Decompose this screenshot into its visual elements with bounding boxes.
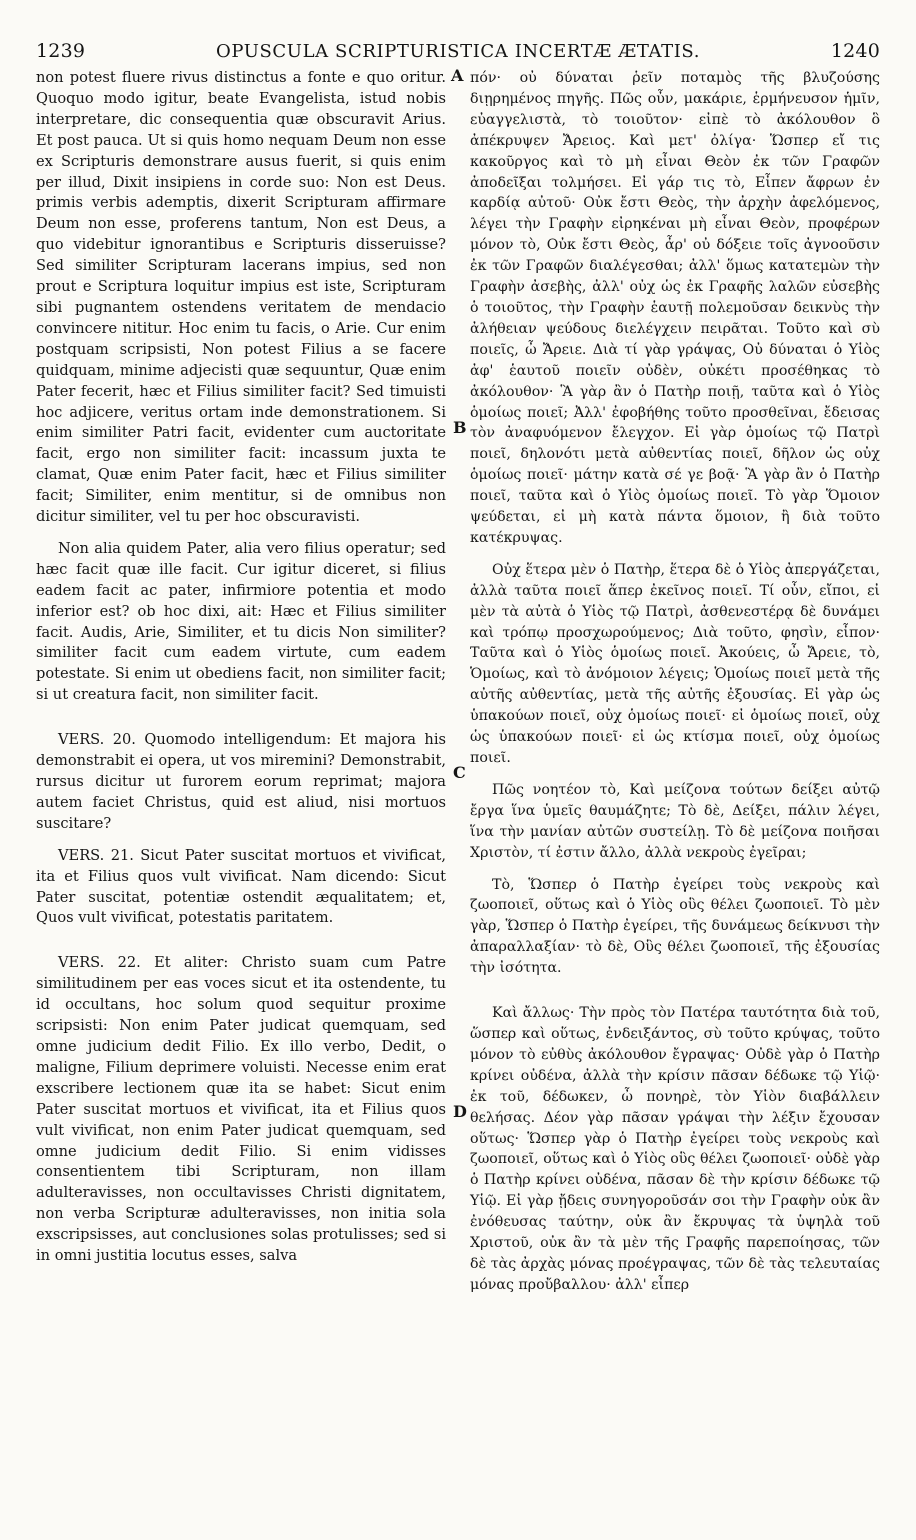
latin-paragraph-2: Non alia quidem Pater, alia vero filius operatur; sed hæc facit quæ ille facit. Cur igitur diceret, si filius eadem facit ac pater, infirmiore potentia et modo inferior est? ob hoc dixi, ait: Hæc et Filius similiter facit. Audis, Arie, Similiter, et tu dicis Non similiter? similiter facit cum eadem virtute, cum eadem potestate. Si enim ut obediens facit, non similiter facit; si ut creatura facit, non similiter facit. [36, 539, 446, 704]
latin-verse-21: VERS. 21. Sicut Pater suscitat mortuos et vivificat, ita et Filius quos vult vivificat. Nam dicendo: Sicut Pater suscitat, potentiæ ostendit æqualitatem; et, Quos vult vivificat, potestatis paritatem. [36, 846, 446, 927]
running-title: OPUSCULA SCRIPTURISTICA INCERTÆ ÆTATIS. [215, 40, 701, 62]
greek-verse-22: Καὶ ἄλλως· Τὴν πρὸς τὸν Πατέρα ταυτότητα διὰ τοῦ, ὥσπερ καὶ οὕτως, ἐνδειξάντος, σὺ τοῦτο κρύψας, τοῦτο μόνον τὸ εὐθὺς ἀκόλουθον ἔγραψας· Οὐδὲ γὰρ ὁ Πατὴρ κρίνει οὐδένα, ἀλλὰ τὴν κρίσιν πᾶσαν δέδωκε τῷ Υἱῷ· ἐκ τοῦ, δέδωκεν, ὦ πονηρὲ, τὸν Υἱὸν διαβάλλειν θελήσας. Δέον γὰρ πᾶσαν γράψαι τὴν λέξιν ἔχουσαν οὕτως· Ὥσπερ γὰρ ὁ Πατὴρ ἐγείρει τοὺς νεκροὺς καὶ ζωοποιεῖ, οὕτως καὶ ὁ Υἱὸς οὓς θέλει ζωοποιεῖ· οὐδὲ γὰρ ὁ Πατὴρ κρίνει οὐδένα, πᾶσαν δὲ τὴν κρίσιν δέδωκε τῷ Υἱῷ. Εἰ γὰρ ᾔδεις συνηγοροῦσάν σοι τὴν Γραφὴν οὐκ ἂν ἐνόθευσας ταύτην, οὐκ ἂν ἔκρυψας τὰ ὑψηλὰ τοῦ Χριστοῦ, οὐκ ἂν τὰ μὲν τῆς Γραφῆς παρεποίησας, τῶν δὲ τὰς ἀρχὰς μόνας προέγραψας, τῶν δὲ τὰς τελευταίας μόνας προὔβαλλου· ἀλλ' εἶπερ [470, 1005, 880, 1293]
section-marker-c: C [453, 763, 466, 782]
latin-verse-22: VERS. 22. Et aliter: Christo suam cum Patre similitudinem per eas voces sicut et ita ostendente, tu id occultans, hoc solum quod sequitur proxime scripsisti: Non enim Pater judicat quemquam, sed omne judicium dedit Filio. Ex illo verbo, Dedit, o maligne, Filium deprimere voluisti. Necesse enim erat exscribere lectionem quæ ita se habet: Sicut enim Pater suscitat mortuos et vivificat, ita et Filius quos vult vivificat, non enim Pater judicat quemquam, sed omne judicium dedit Filio. Si enim vidisses consentientem tibi Scripturam, non illam adulteravisses, non occultavisses Christi dignitatem, non verba Scripturæ adulteravisses, non initia sola exscripsisses, aut conclusiones solas protulisses; sed si in omni justitia locutus esses, salva [36, 954, 446, 1265]
greek-column [470, 68, 880, 1307]
latin-column [36, 68, 446, 1278]
section-marker-b: B [453, 418, 467, 437]
section-marker-d: D [453, 1102, 467, 1121]
greek-verse-21: Τὸ, Ὥσπερ ὁ Πατὴρ ἐγείρει τοὺς νεκροὺς καὶ ζωοποιεῖ, οὕτως καὶ ὁ Υἱὸς οὓς θέλει ζωοποιεῖ. Τὸ μὲν γὰρ, Ὥσπερ ὁ Πατὴρ ἐγείρει, τῆς δυνάμεως δείκνυσι τὴν ἀπαραλλαξίαν· τὸ δὲ, Οὓς θέλει ζωοποιεῖ, τῆς ἐξουσίας τὴν ἰσότητα. [470, 876, 880, 977]
greek-paragraph-2: Οὐχ ἕτερα μὲν ὁ Πατὴρ, ἕτερα δὲ ὁ Υἱὸς ἀπεργάζεται, ἀλλὰ ταῦτα ποιεῖ ἅπερ ἐκεῖνος ποιεῖ. Τί οὖν, εἴποι, εἰ μὲν τὰ αὐτὰ ὁ Υἱὸς τῷ Πατρὶ, ἀσθενεστέρᾳ δὲ δυνάμει καὶ τρόπῳ προσχωρούμενος; Διὰ τοῦτο, φησὶν, εἶπον· Ταῦτα καὶ ὁ Υἱὸς ὁμοίως ποιεῖ. Ἀκούεις, ὦ Ἄρειε, τὸ, Ὁμοίως, καὶ τὸ ἀνόμοιον λέγεις; Ὁμοίως ποιεῖ μετὰ τῆς αὐτῆς αὐθεντίας, μετὰ τῆς αὐτῆς ἐξουσίας. Εἰ γὰρ ὡς ὑπακούων ποιεῖ, οὐχ ὁμοίως ποιεῖ· εἰ ὁμοίως ποιεῖ, οὐχ ὡς ὑπακούων ποιεῖ· εἰ ὡς κτίσμα ποιεῖ, οὐχ ὁμοίως ποιεῖ. [470, 561, 880, 766]
left-page-number: 1239 [36, 40, 86, 62]
latin-verse-20: VERS. 20. Quomodo intelligendum: Et majora his demonstrabit ei opera, ut vos miremini? Demonstrabit, rursus dicitur ut furorem eorum reprimat; majora autem faciet Christus, quid est aliud, nisi mortuos suscitare? [36, 731, 446, 832]
section-marker-a: A [451, 66, 464, 85]
latin-paragraph-1: non potest fluere rivus distinctus a fonte e quo oritur. Quoquo modo igitur, beate Evangelista, istud nobis interpretare, dic consequentia quæ obscuravit Arius. Et post pauca. Ut si quis homo nequam Deum non esse ex Scripturis demonstrare ausus fuerit, si quis enim per illud, Dixit insipiens in corde suo: Non est Deus. primis verbis ademptis, dixerit Scripturam affirmare Deum non esse, proferens tantum, Non est Deus, a quo videbitur ignorantibus e Scripturis disseruisse? Sed similiter Scripturam lacerans impius, sed non prout e Scriptura loquitur impius est iste, Scripturam sibi pugnantem ostendens veritatem de mendacio convincere nititur. Hoc enim tu facis, o Arie. Cur enim postquam scripsisti, Non potest Filius a se facere quidquam, minime adjecisti quæ sequuntur, Quæ enim Pater fecerit, hæc et Filius similiter facit? Sed timuisti hoc adjicere, veritus ortam inde demonstrationem. Si enim similiter Patri facit, evidenter cum auctoritate facit, ergo non similiter facit: incassum juxta te clamat, Quæ enim Pater facit, hæc et Filius similiter facit; Similiter, enim mentitur, si de omnibus non dicitur similiter, vel tu per hoc obscuravisti. [36, 69, 446, 526]
running-header [36, 36, 880, 66]
greek-verse-20: Πῶς νοητέον τὸ, Καὶ μείζονα τούτων δείξει αὐτῷ ἔργα ἵνα ὑμεῖς θαυμάζητε; Τὸ δὲ, Δείξει, πάλιν λέγει, ἵνα τὴν μανίαν αὐτῶν συστείλῃ. Τὸ δὲ μείζονα ποιῆσαι Χριστὸν, τί ἐστιν ἄλλο, ἀλλὰ νεκροὺς ἐγεῖραι; [470, 781, 880, 861]
right-page-number: 1240 [830, 40, 880, 62]
greek-paragraph-1: πόν· οὐ δύναται ῥεῖν ποταμὸς τῆς βλυζούσης διῃρημένος πηγῆς. Πῶς οὖν, μακάριε, ἑρμήνευσον ἡμῖν, εὐαγγελιστὰ, τὸ τοιοῦτον· εἰπὲ τὸ ἀκόλουθον ὃ ἀπέκρυψεν Ἄρειος. Καὶ μετ' ὀλίγα· Ὥσπερ εἴ τις κακοῦργος καὶ τὸ μὴ εἶναι Θεὸν ἐκ τῶν Γραφῶν ἀποδεῖξαι τολμήσει. Εἰ γάρ τις τὸ, Εἶπεν ἄφρων ἐν καρδίᾳ αὐτοῦ· Οὐκ ἔστι Θεὸς, τὴν ἀρχὴν ἀφελόμενος, λέγει τὴν Γραφὴν εἰρηκέναι μὴ εἶναι Θεὸν, προφέρων μόνον τὸ, Οὐκ ἔστι Θεὸς, ἆρ' οὐ δόξειε τοῖς ἀγνοοῦσιν ἐκ τῶν Γραφῶν διαλέγεσθαι; ἀλλ' ὅμως κατατεμὼν τὴν Γραφὴν ἀσεβὴς, ἀλλ' οὐχ ὡς ἐκ Γραφῆς λαλῶν εὐσεβὴς ὁ τοιοῦτος, τὴν Γραφὴν ἑαυτῇ πολεμοῦσαν δεικνὺς τὴν ἀλήθειαν ψεύδους διελέγχειν πειρᾶται. Τοῦτο καὶ σὺ ποιεῖς, ὦ Ἄρειε. Διὰ τί γὰρ γράψας, Οὐ δύναται ὁ Υἱὸς ἀφ' ἑαυτοῦ ποιεῖν οὐδὲν, οὐκέτι προσέθηκας τὸ ἀκόλουθον· Ἃ γὰρ ἂν ὁ Πατὴρ ποιῇ, ταῦτα καὶ ὁ Υἱὸς ὁμοίως ποιεῖ; Ἀλλ' ἐφοβήθης τοῦτο προσθεῖναι, ἔδεισας τὸν ἀναφυόμενον ἔλεγχον. Εἰ γὰρ ὁμοίως τῷ Πατρὶ ποιεῖ, δηλονότι μετὰ αὐθεντίας ποιεῖ, δῆλον ὡς οὐχ ὁμοίως ποιεῖ· μάτην κατὰ σέ γε βοᾷ· Ἃ γὰρ ἂν ὁ Πατὴρ ποιεῖ, ταῦτα καὶ ὁ Υἱὸς ὁμοίως ποιεῖ. Τὸ γὰρ Ὅμοιον ψεύδεται, εἰ μὴ κατὰ πάντα ὅμοιον, ἢ διὰ τοῦτο κατέκρυψας. [470, 70, 880, 546]
